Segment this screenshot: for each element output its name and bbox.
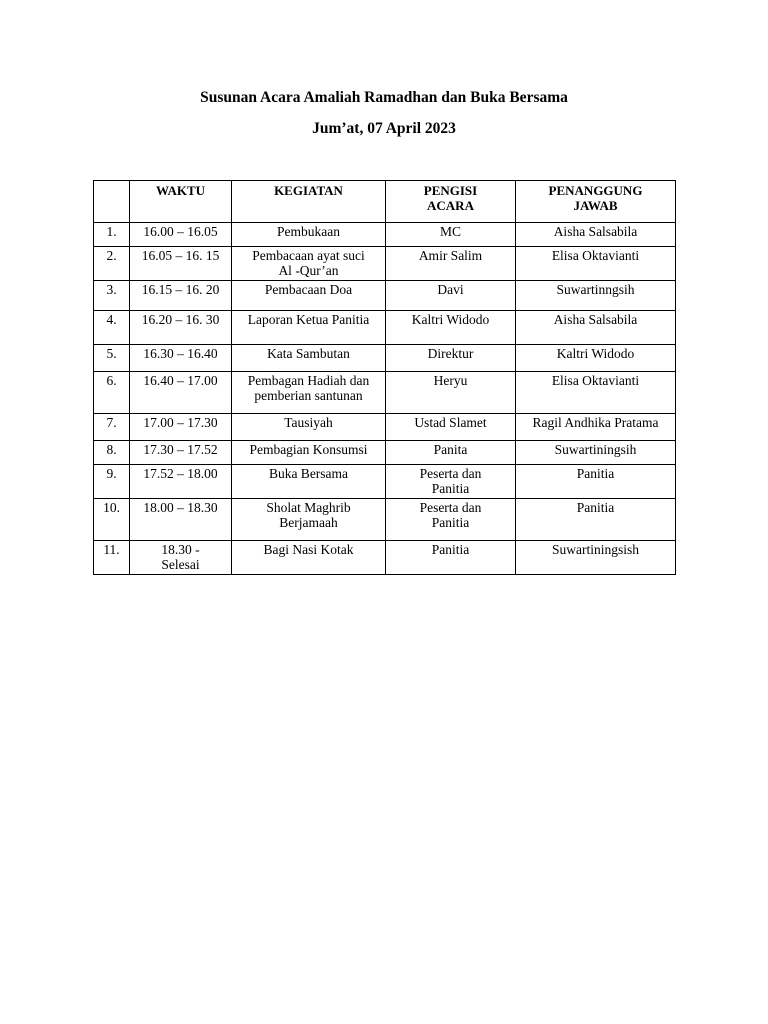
cell-pengisi: Davi xyxy=(386,281,516,311)
cell-pengisi xyxy=(386,499,516,541)
cell-pj: Panitia xyxy=(516,465,676,499)
header-pj-line1: PENANGGUNG xyxy=(548,183,643,198)
cell-no: 7. xyxy=(94,414,130,441)
header-pengisi-line2: ACARA xyxy=(427,198,474,213)
cell-waktu: 16.20 – 16. 30 xyxy=(130,311,232,345)
cell-kegiatan-line1: Pembagan Hadiah dan xyxy=(247,373,370,388)
cell-kegiatan: Tausiyah xyxy=(232,414,386,441)
cell-pengisi-line1: Peserta dan xyxy=(419,466,482,481)
cell-kegiatan xyxy=(232,499,386,541)
cell-waktu xyxy=(130,541,232,575)
cell-no: 10. xyxy=(94,499,130,541)
cell-pengisi-line1: Peserta dan xyxy=(419,500,482,515)
cell-waktu-line2: Selesai xyxy=(161,557,200,572)
cell-pengisi-line2: Panitia xyxy=(431,515,470,530)
cell-waktu-line1: 18.30 - xyxy=(161,542,200,557)
cell-kegiatan-line2: Berjamaah xyxy=(279,515,338,530)
table-row xyxy=(94,311,676,345)
cell-kegiatan xyxy=(232,247,386,281)
table-row xyxy=(94,499,676,541)
cell-waktu: 16.15 – 16. 20 xyxy=(130,281,232,311)
cell-pj: Elisa Oktavianti xyxy=(516,372,676,414)
cell-waktu: 17.30 – 17.52 xyxy=(130,441,232,465)
cell-waktu: 16.30 – 16.40 xyxy=(130,345,232,372)
document-title: Susunan Acara Amaliah Ramadhan dan Buka Bersama xyxy=(200,89,568,106)
cell-no: 11. xyxy=(94,541,130,575)
cell-pengisi: MC xyxy=(386,223,516,247)
cell-kegiatan: Pembagian Konsumsi xyxy=(232,441,386,465)
cell-pj: Aisha Salsabila xyxy=(516,223,676,247)
cell-pengisi: Heryu xyxy=(386,372,516,414)
cell-pengisi xyxy=(386,465,516,499)
document-date: Jum’at, 07 April 2023 xyxy=(312,120,456,137)
table-row xyxy=(94,223,676,247)
cell-kegiatan-line1: Pembacaan ayat suci xyxy=(252,248,365,263)
cell-pj: Ragil Andhika Pratama xyxy=(516,414,676,441)
cell-kegiatan xyxy=(232,372,386,414)
cell-no: 4. xyxy=(94,311,130,345)
schedule-table xyxy=(93,180,676,575)
cell-pj: Suwartiningsish xyxy=(516,541,676,575)
table-row xyxy=(94,414,676,441)
cell-waktu: 16.40 – 17.00 xyxy=(130,372,232,414)
cell-pengisi: Ustad Slamet xyxy=(386,414,516,441)
cell-no: 5. xyxy=(94,345,130,372)
table-row xyxy=(94,465,676,499)
cell-kegiatan: Pembukaan xyxy=(232,223,386,247)
cell-no: 9. xyxy=(94,465,130,499)
table-row xyxy=(94,345,676,372)
header-kegiatan: KEGIATAN xyxy=(232,181,386,223)
cell-pengisi: Direktur xyxy=(386,345,516,372)
cell-pj: Elisa Oktavianti xyxy=(516,247,676,281)
cell-waktu: 18.00 – 18.30 xyxy=(130,499,232,541)
cell-pengisi-line2: Panitia xyxy=(431,481,470,496)
table-row xyxy=(94,372,676,414)
cell-pj: Suwartiningsih xyxy=(516,441,676,465)
header-pengisi-line1: PENGISI xyxy=(423,183,478,198)
cell-no: 6. xyxy=(94,372,130,414)
cell-no: 8. xyxy=(94,441,130,465)
header-pj-line2: JAWAB xyxy=(573,198,618,213)
cell-pj: Suwartinngsih xyxy=(516,281,676,311)
header-pengisi-acara xyxy=(386,181,516,223)
cell-no: 3. xyxy=(94,281,130,311)
cell-kegiatan: Pembacaan Doa xyxy=(232,281,386,311)
cell-pengisi: Kaltri Widodo xyxy=(386,311,516,345)
cell-waktu: 16.05 – 16. 15 xyxy=(130,247,232,281)
table-row xyxy=(94,441,676,465)
cell-waktu: 17.52 – 18.00 xyxy=(130,465,232,499)
cell-kegiatan-line1: Sholat Maghrib xyxy=(266,500,351,515)
table-row xyxy=(94,281,676,311)
cell-kegiatan: Kata Sambutan xyxy=(232,345,386,372)
cell-no: 2. xyxy=(94,247,130,281)
cell-kegiatan: Buka Bersama xyxy=(232,465,386,499)
cell-waktu: 17.00 – 17.30 xyxy=(130,414,232,441)
cell-no: 1. xyxy=(94,223,130,247)
cell-pengisi: Amir Salim xyxy=(386,247,516,281)
header-no xyxy=(94,181,130,223)
cell-kegiatan-line2: pemberian santunan xyxy=(254,388,363,403)
cell-kegiatan: Bagi Nasi Kotak xyxy=(232,541,386,575)
header-penanggung-jawab xyxy=(516,181,676,223)
table-header-row xyxy=(94,181,676,223)
cell-kegiatan-line2: Al -Qur’an xyxy=(278,263,339,278)
cell-waktu: 16.00 – 16.05 xyxy=(130,223,232,247)
table-row xyxy=(94,247,676,281)
cell-pengisi: Panitia xyxy=(386,541,516,575)
cell-pj: Kaltri Widodo xyxy=(516,345,676,372)
cell-pengisi: Panita xyxy=(386,441,516,465)
header-waktu: WAKTU xyxy=(130,181,232,223)
cell-kegiatan: Laporan Ketua Panitia xyxy=(232,311,386,345)
table-row xyxy=(94,541,676,575)
cell-pj: Aisha Salsabila xyxy=(516,311,676,345)
cell-pj: Panitia xyxy=(516,499,676,541)
